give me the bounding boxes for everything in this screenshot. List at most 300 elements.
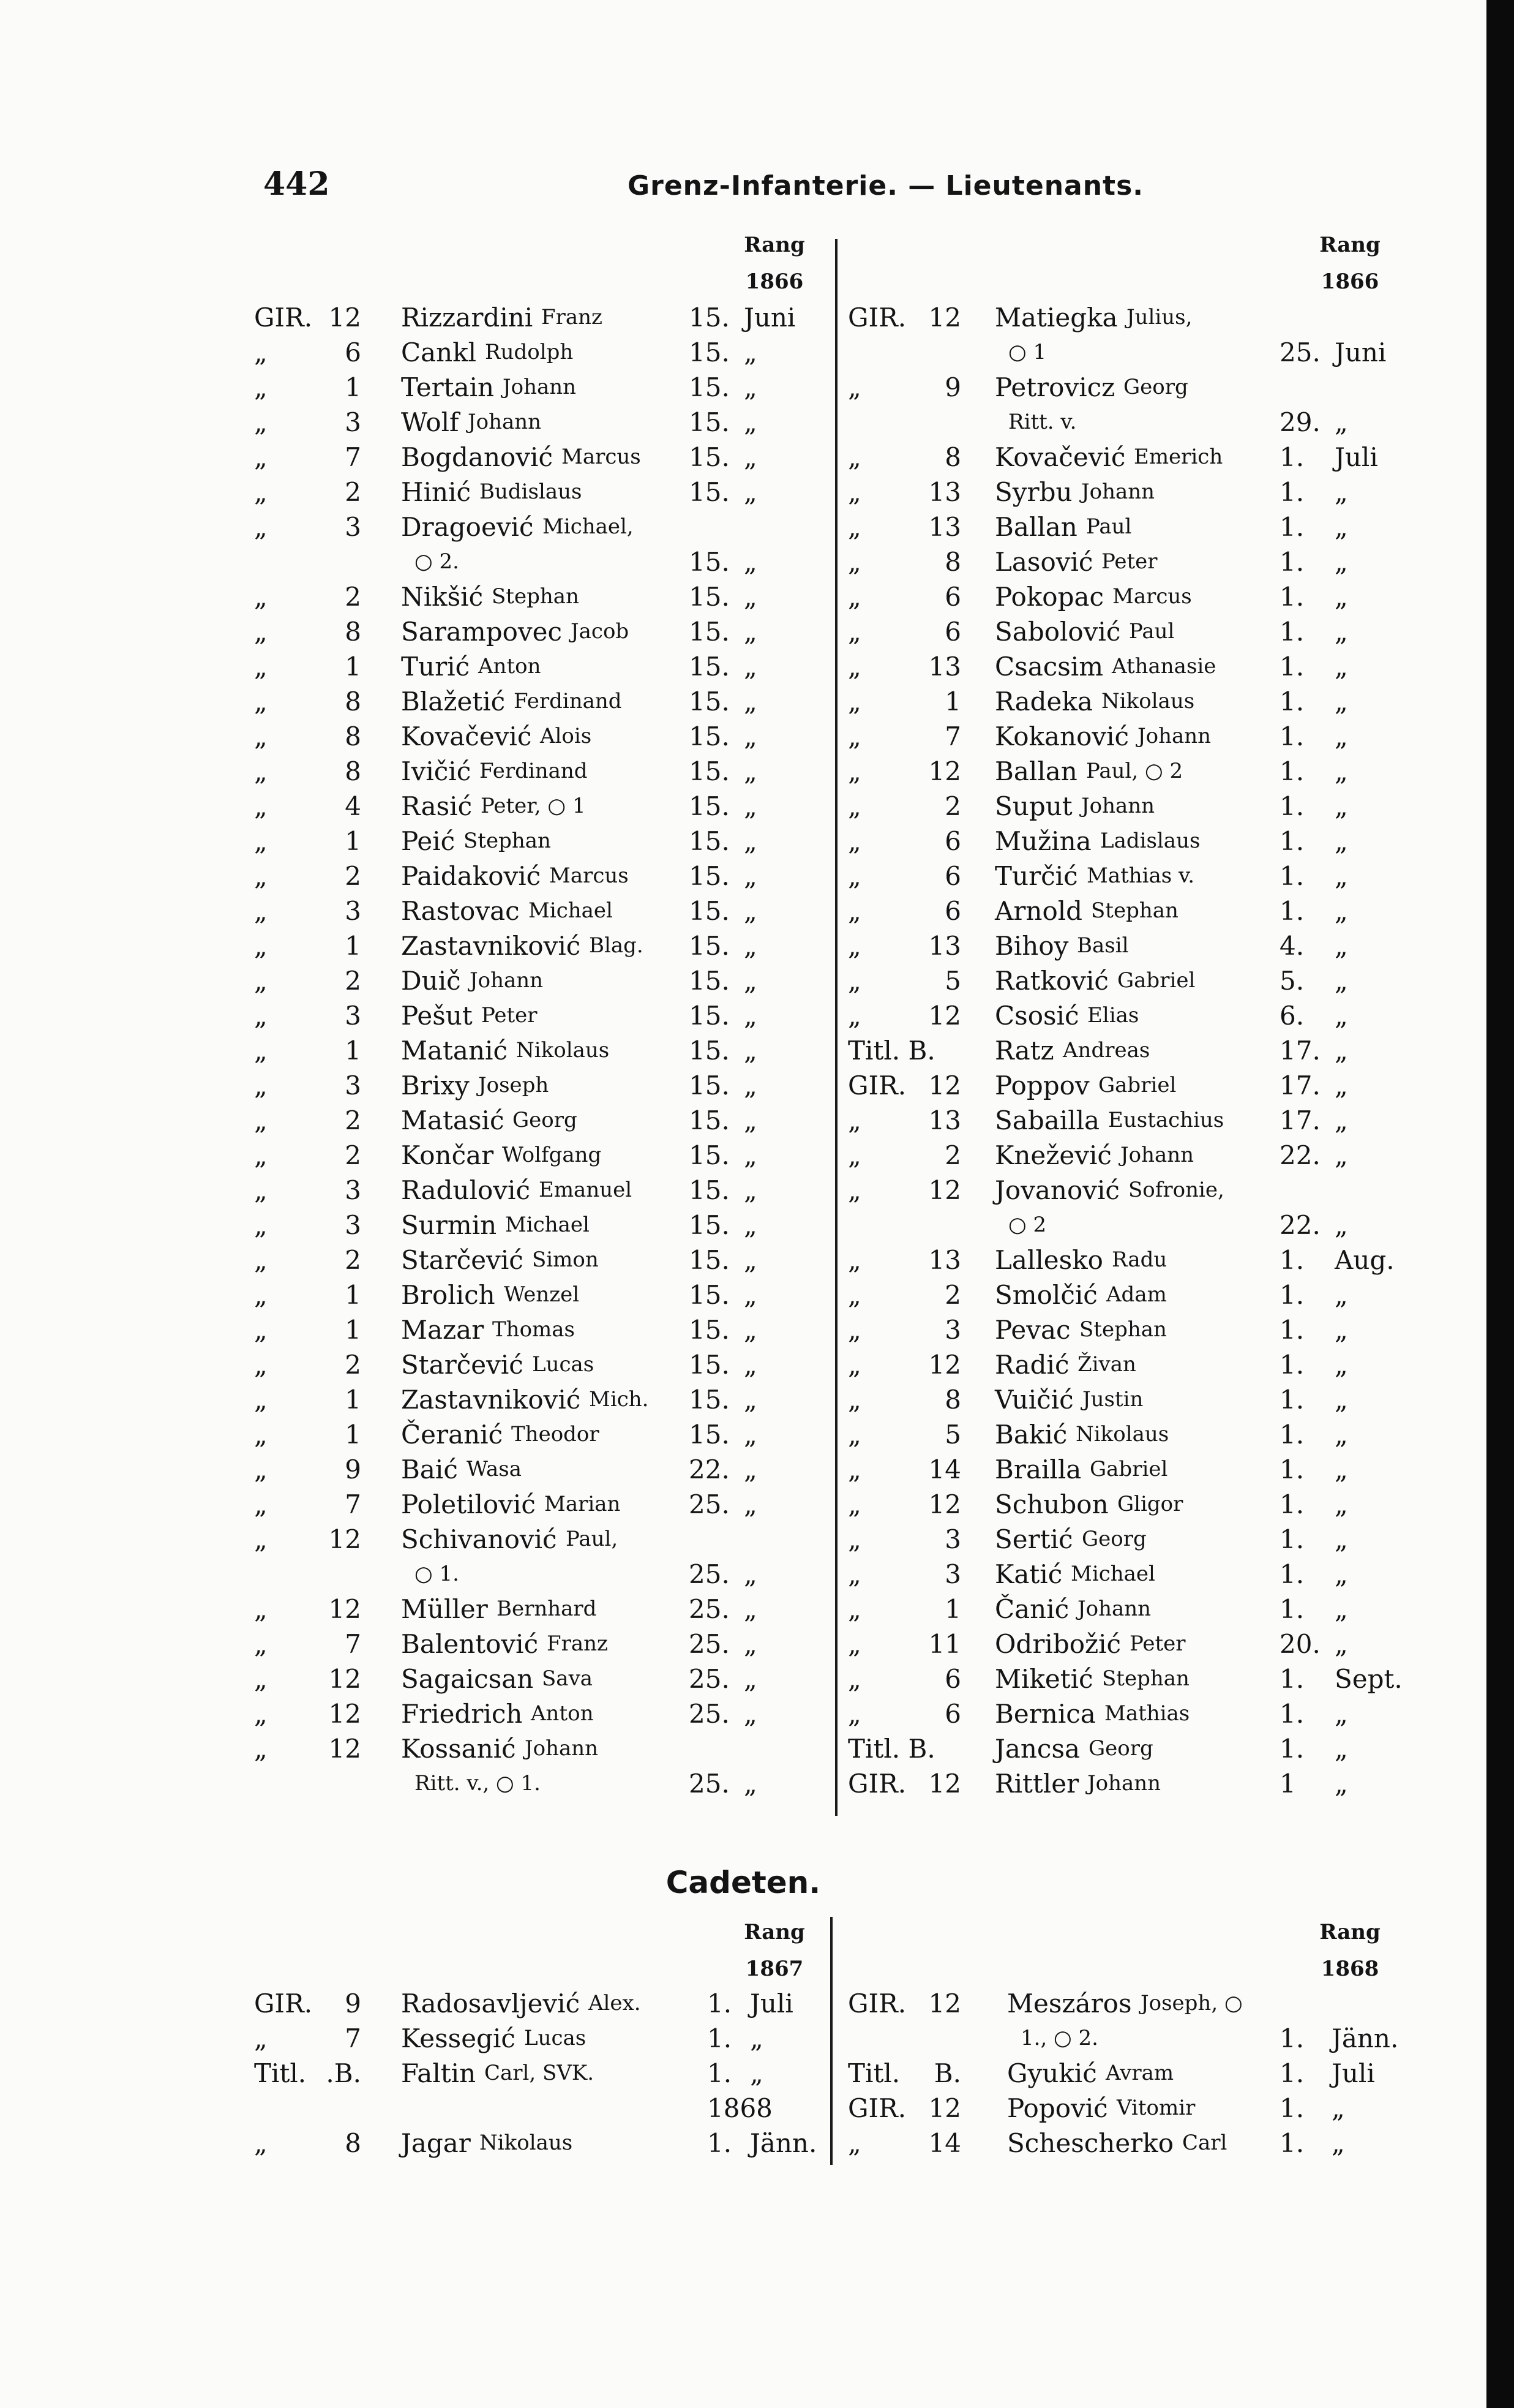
regiment-number: 12 <box>928 303 961 333</box>
rank-month: „ <box>744 1105 757 1135</box>
surname: Čanić <box>995 1594 1070 1624</box>
surname: Brixy <box>401 1070 470 1101</box>
regiment: „ <box>254 1210 268 1240</box>
regiment: „ <box>254 1105 268 1135</box>
given-name: Marcus <box>561 445 641 469</box>
scan-edge-bar <box>1486 0 1514 2408</box>
rank-day: 29. <box>1280 407 1321 437</box>
entry-row <box>848 1592 1402 1627</box>
rank-month: „ <box>744 547 757 577</box>
regiment-number: 12 <box>928 1350 961 1380</box>
given-name: Athanasie <box>1112 654 1216 679</box>
entry-row <box>848 440 1402 475</box>
regiment-number: 2 <box>345 1140 361 1170</box>
given-name: Johann <box>525 1736 599 1761</box>
rank-day: 15. <box>689 791 730 821</box>
entry-row <box>848 1986 1402 2021</box>
regiment-number: 1 <box>345 1315 361 1345</box>
rank-header <box>722 227 826 300</box>
rank-month: „ <box>744 1210 757 1240</box>
rank-month: „ <box>744 1454 757 1484</box>
surname: Bernica <box>995 1699 1096 1729</box>
entry-row <box>254 1487 826 1522</box>
rank-day: 1. <box>1280 861 1305 891</box>
surname: Duič <box>401 966 461 996</box>
given-name: Johann <box>1081 480 1155 504</box>
rank-month: „ <box>744 407 757 437</box>
rank-month: „ <box>1335 1734 1348 1764</box>
rank-day: 1. <box>1280 1315 1305 1345</box>
given-name: Johann <box>1087 1771 1161 1796</box>
entry-row <box>254 1557 826 1592</box>
surname: Hinić <box>401 477 471 507</box>
surname: Končar <box>401 1140 494 1170</box>
rank-day: 25. <box>689 1664 730 1694</box>
regiment-number: 12 <box>928 1001 961 1031</box>
rank-day: 17. <box>1280 1036 1321 1066</box>
rank-month: „ <box>750 2058 763 2088</box>
rank-month: „ <box>1335 896 1348 926</box>
rank-day: 15. <box>689 1001 730 1031</box>
rank-day: 15. <box>689 687 730 717</box>
rank-day: 1. <box>1280 1664 1305 1694</box>
regiment: „ <box>848 652 861 682</box>
rank-month: „ <box>1335 826 1348 856</box>
given-name: Peter <box>1130 1631 1186 1656</box>
regiment-number: 12 <box>928 1489 961 1519</box>
regiment: „ <box>254 477 268 507</box>
given-name: Anton <box>531 1701 594 1726</box>
surname: Müller <box>401 1594 488 1624</box>
rank-month: „ <box>744 1769 757 1799</box>
given-name: Mathias v. <box>1087 863 1195 888</box>
given-name: Živan <box>1077 1352 1136 1377</box>
rank-month: „ <box>1335 966 1348 996</box>
regiment: Titl. <box>254 2058 307 2088</box>
rank-day: 15. <box>689 442 730 472</box>
surname: Dragoević <box>401 512 534 542</box>
rank-day: 15. <box>689 721 730 751</box>
rank-day: 15. <box>689 1420 730 1450</box>
rank-day: 25. <box>689 1559 730 1589</box>
entry-row <box>254 440 826 475</box>
rank-day: 17. <box>1280 1070 1321 1101</box>
given-name: Paul, ○ 2 <box>1086 759 1183 783</box>
rank-month: „ <box>1335 582 1348 612</box>
rank-day: 15. <box>689 1350 730 1380</box>
given-name: Johann <box>468 410 542 434</box>
regiment: „ <box>848 1594 861 1624</box>
rank-month: Juli <box>750 1988 793 2019</box>
regiment: „ <box>254 966 268 996</box>
entry-row <box>254 894 826 928</box>
surname: Csacsim <box>995 652 1104 682</box>
rank-month: „ <box>1335 1454 1348 1484</box>
entry-row <box>848 1696 1402 1731</box>
rank-day: 25. <box>689 1594 730 1624</box>
rank-day: 15. <box>689 896 730 926</box>
rank-day: 1. <box>1280 1280 1305 1310</box>
rank-day: 1. <box>1280 1385 1305 1415</box>
rank-month: „ <box>1335 407 1348 437</box>
entry-row <box>848 2091 1402 2126</box>
surname: Sabolović <box>995 617 1121 647</box>
entry-row <box>254 1068 826 1103</box>
entry-row <box>848 370 1402 405</box>
regiment: „ <box>848 1350 861 1380</box>
surname: Kessegić <box>401 2023 515 2053</box>
regiment: Titl. B. <box>848 1734 935 1764</box>
rank-month: „ <box>744 1280 757 1310</box>
regiment: „ <box>254 1629 268 1659</box>
regiment-number: 9 <box>345 1454 361 1484</box>
entry-row <box>254 475 826 510</box>
rank-month: „ <box>744 966 757 996</box>
rank-month: „ <box>744 826 757 856</box>
regiment-number: 12 <box>928 1769 961 1799</box>
given-name: Gabriel <box>1090 1457 1168 1481</box>
regiment: „ <box>254 756 268 786</box>
regiment: „ <box>254 2128 268 2158</box>
regiment: „ <box>848 687 861 717</box>
rank-day: 1. <box>1280 721 1305 751</box>
rank-year: 1867 <box>745 1957 804 1981</box>
regiment-number: 12 <box>328 1594 361 1624</box>
rank-month: „ <box>744 337 757 367</box>
regiment: „ <box>848 931 861 961</box>
surname: Faltin <box>401 2058 476 2088</box>
given-name: Georg <box>512 1108 577 1132</box>
given-name: Gligor <box>1117 1492 1183 1516</box>
regiment-number: 8 <box>945 442 961 472</box>
entry-row <box>254 579 826 614</box>
rank-month: „ <box>1335 1315 1348 1345</box>
regiment: „ <box>848 1559 861 1589</box>
given-name: Budislaus <box>479 480 582 504</box>
surname: Lasović <box>995 547 1093 577</box>
entry-row <box>254 1766 826 1801</box>
given-name: Nikolaus <box>1076 1422 1169 1447</box>
regiment: „ <box>848 756 861 786</box>
surname: Bakić <box>995 1420 1068 1450</box>
given-name: Lucas <box>524 2026 586 2050</box>
given-name: Emanuel <box>539 1178 632 1202</box>
entry-row <box>848 649 1402 684</box>
rank-day: 1 <box>1280 1769 1296 1799</box>
regiment: „ <box>254 337 268 367</box>
regiment-number: B. <box>934 2058 961 2088</box>
rank-month: „ <box>1335 617 1348 647</box>
surname: Schubon <box>995 1489 1109 1519</box>
rank-day: 1. <box>1280 582 1305 612</box>
given-name: Wolfgang <box>502 1143 602 1167</box>
rank-month: „ <box>744 896 757 926</box>
regiment-number: 4 <box>345 791 361 821</box>
regiment: „ <box>254 372 268 402</box>
rank-day: 1. <box>1280 617 1305 647</box>
regiment: „ <box>848 442 861 472</box>
regiment-number: 1 <box>345 372 361 402</box>
rank-day: 22. <box>1280 1210 1321 1240</box>
entry-row <box>848 1033 1402 1068</box>
given-name: Bernhard <box>497 1597 597 1621</box>
regiment-number: 2 <box>945 1140 961 1170</box>
rank-day: 15. <box>689 372 730 402</box>
given-name: Peter, ○ 1 <box>481 794 586 818</box>
given-name: Anton <box>478 654 541 679</box>
entry-row <box>254 1173 826 1208</box>
running-title: Grenz-Infanterie. — Lieutenants. <box>628 170 1144 201</box>
regiment-number: 13 <box>928 1105 961 1135</box>
rank-day: 6. <box>1280 1001 1305 1031</box>
surname: Pokopac <box>995 582 1104 612</box>
surname: Lallesko <box>995 1245 1103 1275</box>
rank-day: 15. <box>689 1280 730 1310</box>
regiment-number: 2 <box>345 1350 361 1380</box>
regiment-number: 2 <box>345 477 361 507</box>
entry-row <box>848 1138 1402 1173</box>
rank-day: 15. <box>689 477 730 507</box>
rank-day: 25. <box>1280 337 1321 367</box>
given-name: Rudolph <box>485 340 574 364</box>
regiment-number: 6 <box>945 1664 961 1694</box>
regiment: GIR. <box>848 1070 907 1101</box>
surname: Csosić <box>995 1001 1079 1031</box>
surname: Jagar <box>401 2128 471 2158</box>
rank-day: 1. <box>1280 1245 1305 1275</box>
regiment: „ <box>848 512 861 542</box>
rank-month: „ <box>1335 1036 1348 1066</box>
entry-row <box>254 998 826 1033</box>
rank-day: 1. <box>1280 687 1305 717</box>
regiment: „ <box>254 652 268 682</box>
regiment-number: 7 <box>345 442 361 472</box>
given-name: Julius, <box>1126 305 1193 329</box>
entry-row <box>848 963 1402 998</box>
surname: Radulović <box>401 1175 530 1205</box>
given-name: Stephan <box>463 829 551 853</box>
rank-month: Juli <box>1332 2058 1375 2088</box>
entry-row <box>848 2056 1402 2091</box>
rank-day: 1. <box>1280 1734 1305 1764</box>
given-name: Nikolaus <box>516 1038 610 1063</box>
regiment: „ <box>848 721 861 751</box>
surname: Starčević <box>401 1350 523 1380</box>
entry-row <box>848 405 1402 440</box>
entry-row <box>254 2056 826 2091</box>
given-name: Ferdinand <box>514 689 622 713</box>
regiment-number: 3 <box>345 512 361 542</box>
surname: Brolich <box>401 1280 495 1310</box>
regiment: „ <box>254 512 268 542</box>
rank-month: „ <box>1335 721 1348 751</box>
entry-row <box>254 1243 826 1277</box>
rank-month: „ <box>744 652 757 682</box>
regiment: „ <box>254 687 268 717</box>
regiment-number: 7 <box>945 721 961 751</box>
surname: Gyukić <box>1007 2058 1097 2088</box>
regiment: „ <box>848 547 861 577</box>
rank-day: 15. <box>689 931 730 961</box>
entry-row <box>254 335 826 370</box>
surname: Friedrich <box>401 1699 523 1729</box>
regiment: GIR. <box>848 303 907 333</box>
rank-day: 20. <box>1280 1629 1321 1659</box>
entry-row <box>254 1382 826 1417</box>
rank-month: „ <box>744 617 757 647</box>
rank-day: 15. <box>689 1210 730 1240</box>
given-name: Avram <box>1106 2061 1174 2085</box>
rank-day: 15. <box>689 1036 730 1066</box>
regiment: „ <box>254 1070 268 1101</box>
rank-day: 1. <box>1280 1350 1305 1380</box>
entry-row <box>848 1173 1402 1208</box>
regiment-number: 2 <box>345 861 361 891</box>
given-name: Alex. <box>588 1991 641 2015</box>
regiment-number: 13 <box>928 931 961 961</box>
surname: Nikšić <box>401 582 484 612</box>
entry-row <box>848 1417 1402 1452</box>
rank-month: „ <box>1335 547 1348 577</box>
rank-day: 15. <box>689 826 730 856</box>
rank-day: 1. <box>1280 791 1305 821</box>
rank-day: 1. <box>1280 2093 1305 2123</box>
entry-row <box>848 544 1402 579</box>
rank-day: 15. <box>689 756 730 786</box>
rank-day: 1. <box>1280 1489 1305 1519</box>
rank-day: 15. <box>689 1070 730 1101</box>
surname: Rizzardini <box>401 303 533 333</box>
rank-month: Sept. <box>1335 1664 1403 1694</box>
surname: Syrbu <box>995 477 1073 507</box>
rank-month: „ <box>1335 861 1348 891</box>
given-name: Jacob <box>571 619 629 644</box>
rank-month: „ <box>744 1001 757 1031</box>
regiment: „ <box>254 442 268 472</box>
given-name: Marian <box>544 1492 621 1516</box>
rank-day: 15. <box>689 1175 730 1205</box>
rank-month: „ <box>1335 756 1348 786</box>
surname: Paidaković <box>401 861 541 891</box>
rank-label: Rang <box>1319 1920 1381 1944</box>
rank-day: 15. <box>689 966 730 996</box>
surname: Mužina <box>995 826 1092 856</box>
rank-day: 25. <box>689 1629 730 1659</box>
regiment: „ <box>254 1140 268 1170</box>
rank-month: „ <box>1335 1385 1348 1415</box>
rank-month: „ <box>1335 477 1348 507</box>
entry-row <box>254 1627 826 1661</box>
surname: Sertić <box>995 1524 1073 1554</box>
given-name: Georg <box>1123 375 1188 399</box>
entry-row <box>848 510 1402 544</box>
regiment-number: 13 <box>928 512 961 542</box>
rank-label: Rang <box>744 1920 805 1944</box>
regiment-number: 1 <box>945 687 961 717</box>
entry-row <box>848 1557 1402 1592</box>
given-name: Georg <box>1082 1527 1147 1551</box>
regiment: „ <box>254 1699 268 1729</box>
regiment-number: 13 <box>928 652 961 682</box>
column-divider <box>835 239 838 1816</box>
rank-month: „ <box>744 1245 757 1275</box>
rank-month: Jänn. <box>750 2128 817 2158</box>
regiment: „ <box>848 966 861 996</box>
rank-month: „ <box>744 1594 757 1624</box>
rank-day: 15. <box>689 582 730 612</box>
rank-day: 1. <box>1280 826 1305 856</box>
rank-month: „ <box>744 1175 757 1205</box>
rank-month: „ <box>1332 2093 1345 2123</box>
given-name: Gabriel <box>1117 968 1196 993</box>
entry-row <box>848 1661 1402 1696</box>
entry-row <box>254 370 826 405</box>
rank-year: 1866 <box>745 269 804 294</box>
surname: Sagaicsan <box>401 1664 534 1694</box>
rank-day: 1. <box>1280 1699 1305 1729</box>
rank-month: „ <box>744 721 757 751</box>
regiment-number: 5 <box>945 1420 961 1450</box>
rank-day: 15. <box>689 1140 730 1170</box>
regiment-number: 6 <box>945 617 961 647</box>
rank-day: 15. <box>689 1105 730 1135</box>
regiment-number: 6 <box>945 1699 961 1729</box>
regiment-number: 1 <box>345 826 361 856</box>
entry-row <box>848 335 1402 370</box>
rank-month: „ <box>744 1420 757 1450</box>
given-name: Stephan <box>1102 1666 1190 1691</box>
surname: Mazar <box>401 1315 484 1345</box>
regiment: „ <box>848 861 861 891</box>
given-name: Wenzel <box>504 1282 580 1307</box>
regiment-number: 8 <box>345 721 361 751</box>
rank-month: „ <box>744 1036 757 1066</box>
given-name: Johann <box>1081 794 1155 818</box>
surname: Knežević <box>995 1140 1112 1170</box>
given-name: ○ 2. <box>414 549 459 574</box>
regiment-number: 3 <box>345 896 361 926</box>
surname: Baić <box>401 1454 458 1484</box>
regiment: „ <box>848 477 861 507</box>
given-name: Elias <box>1087 1003 1139 1028</box>
entry-row <box>254 789 826 824</box>
given-name: Eustachius <box>1108 1108 1224 1132</box>
rank-day: 15. <box>689 1385 730 1415</box>
regiment: GIR. <box>848 1988 907 2019</box>
entry-row <box>848 1452 1402 1487</box>
rank-day: 15. <box>689 303 730 333</box>
regiment: „ <box>254 1001 268 1031</box>
entry-row <box>848 300 1402 335</box>
surname: Surmin <box>401 1210 497 1240</box>
surname: Zastavniković <box>401 1385 581 1415</box>
surname: Bihoy <box>995 931 1069 961</box>
entry-row <box>848 754 1402 789</box>
regiment-number: 1 <box>345 652 361 682</box>
regiment: „ <box>254 1036 268 1066</box>
surname: Katić <box>995 1559 1063 1589</box>
regiment: „ <box>254 861 268 891</box>
given-name: Andreas <box>1063 1038 1150 1063</box>
rank-day: 1. <box>707 2058 732 2088</box>
rank-day: 15. <box>689 547 730 577</box>
entry-row <box>254 1452 826 1487</box>
regiment: „ <box>848 896 861 926</box>
rank-month: „ <box>1335 1420 1348 1450</box>
regiment: Titl. B. <box>848 1036 935 1066</box>
entry-row <box>848 614 1402 649</box>
rank-day: 1. <box>1280 1420 1305 1450</box>
